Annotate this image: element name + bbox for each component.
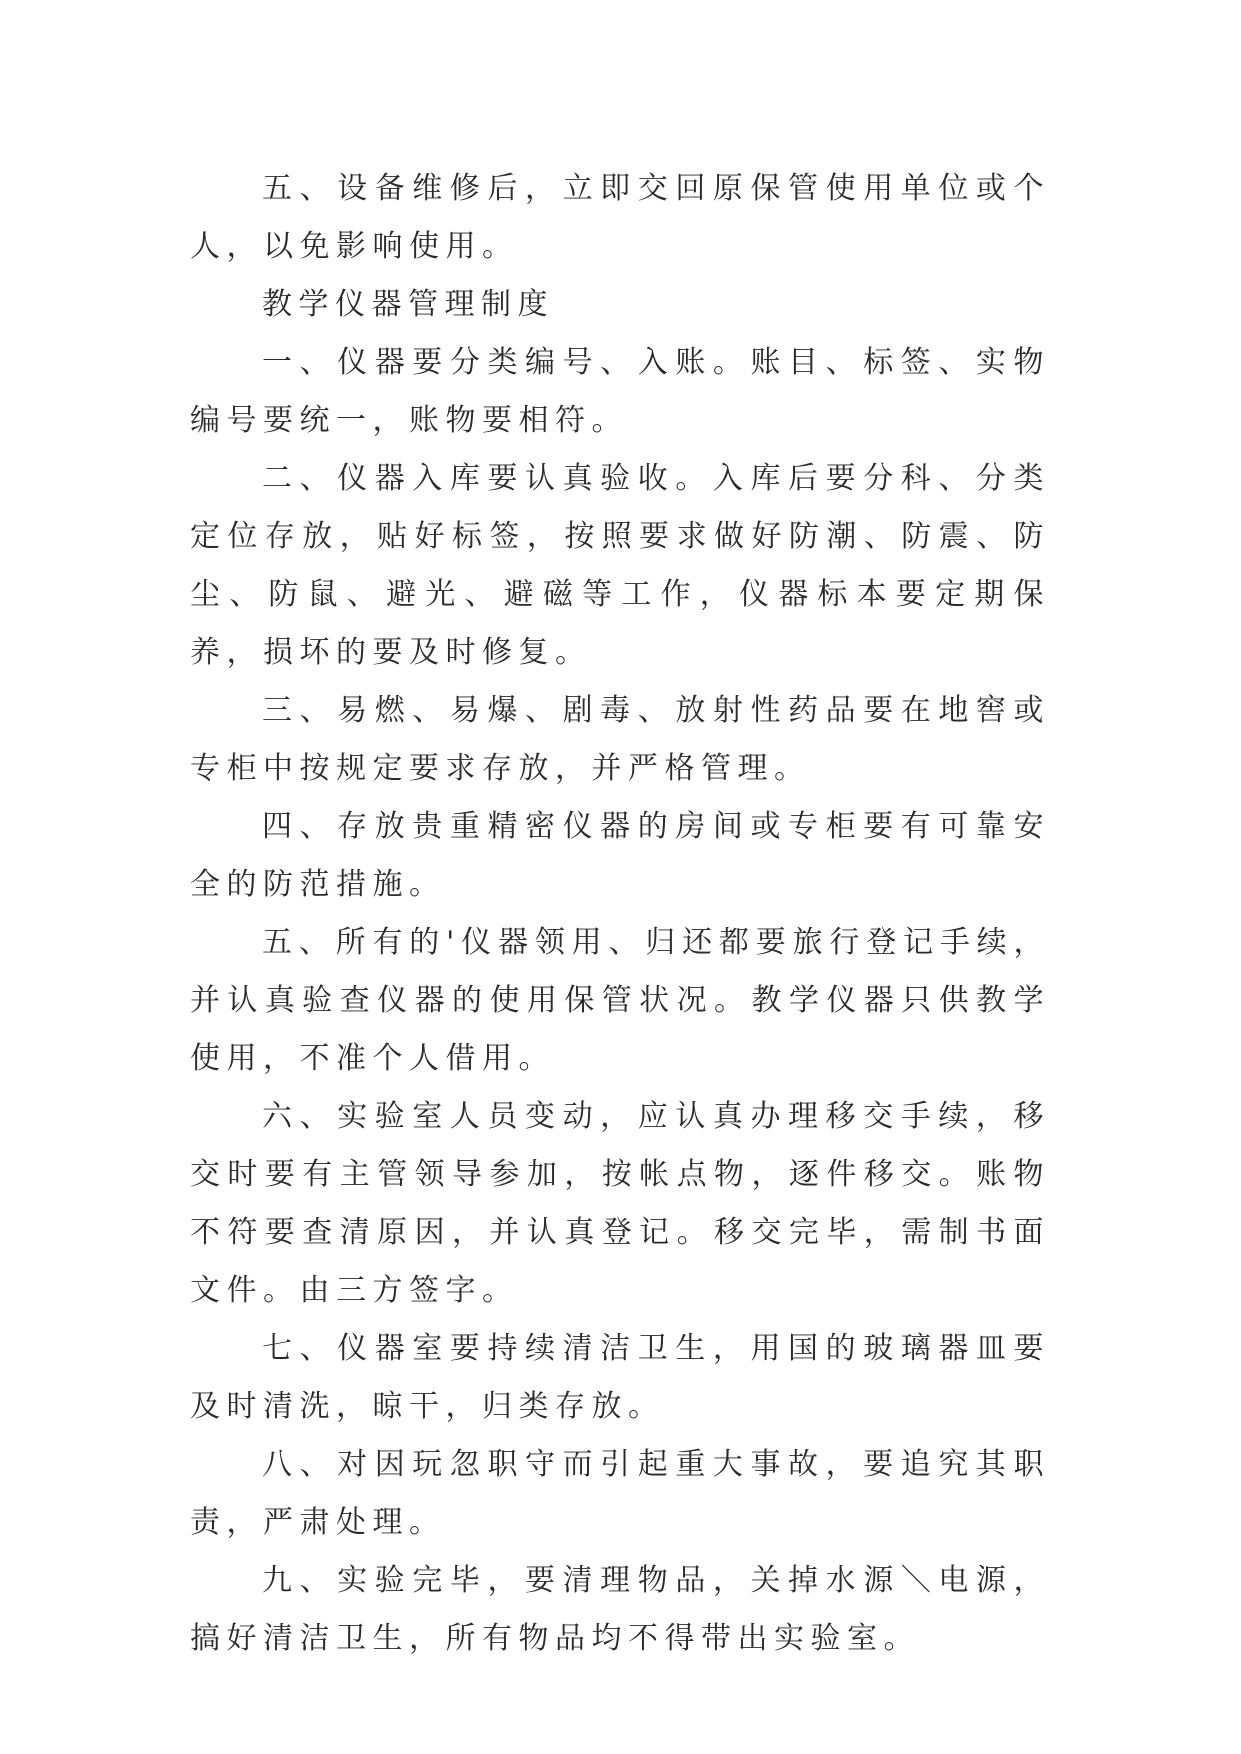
paragraph-rule-7: 七、仪器室要持续清洁卫生，用国的玻璃器皿要及时清洗，晾干，归类存放。 xyxy=(190,1331,1050,1424)
paragraph-rule-2: 二、仪器入库要认真验收。入库后要分科、分类定位存放，贴好标签，按照要求做好防潮、防震、防尘、防鼠、避光、避磁等工作，仪器标本要定期保养，损坏的要及时修复。 xyxy=(190,461,1050,670)
paragraph-rule-5: 五、所有的'仪器领用、归还都要旅行登记手续，并认真验查仪器的使用保管状况。教学仪器只供教学使用，不准个人借用。 xyxy=(190,925,1050,1076)
paragraph-rule-1: 一、仪器要分类编号、入账。账目、标签、实物编号要统一，账物要相符。 xyxy=(190,345,1050,438)
paragraph-rule-8: 八、对因玩忽职守而引起重大事故，要追究其职责，严肃处理。 xyxy=(190,1447,1050,1540)
paragraph-equipment-return: 五、设备维修后，立即交回原保管使用单位或个人，以免影响使用。 xyxy=(190,171,1050,264)
document-body xyxy=(190,160,1050,1668)
paragraph-rule-6: 六、实验室人员变动，应认真办理移交手续，移交时要有主管领导参加，按帐点物，逐件移交。账物不符要查清原因，并认真登记。移交完毕，需制书面文件。由三方签字。 xyxy=(190,1099,1050,1308)
paragraph-rule-9: 九、实验完毕，要清理物品，关掉水源＼电源，搞好清洁卫生，所有物品均不得带出实验室。 xyxy=(190,1563,1050,1656)
paragraph-rule-4: 四、存放贵重精密仪器的房间或专柜要有可靠安全的防范措施。 xyxy=(190,809,1050,902)
paragraph-rule-3: 三、易燃、易爆、剧毒、放射性药品要在地窖或专柜中按规定要求存放，并严格管理。 xyxy=(190,693,1050,786)
section-heading: 教学仪器管理制度 xyxy=(262,287,554,322)
